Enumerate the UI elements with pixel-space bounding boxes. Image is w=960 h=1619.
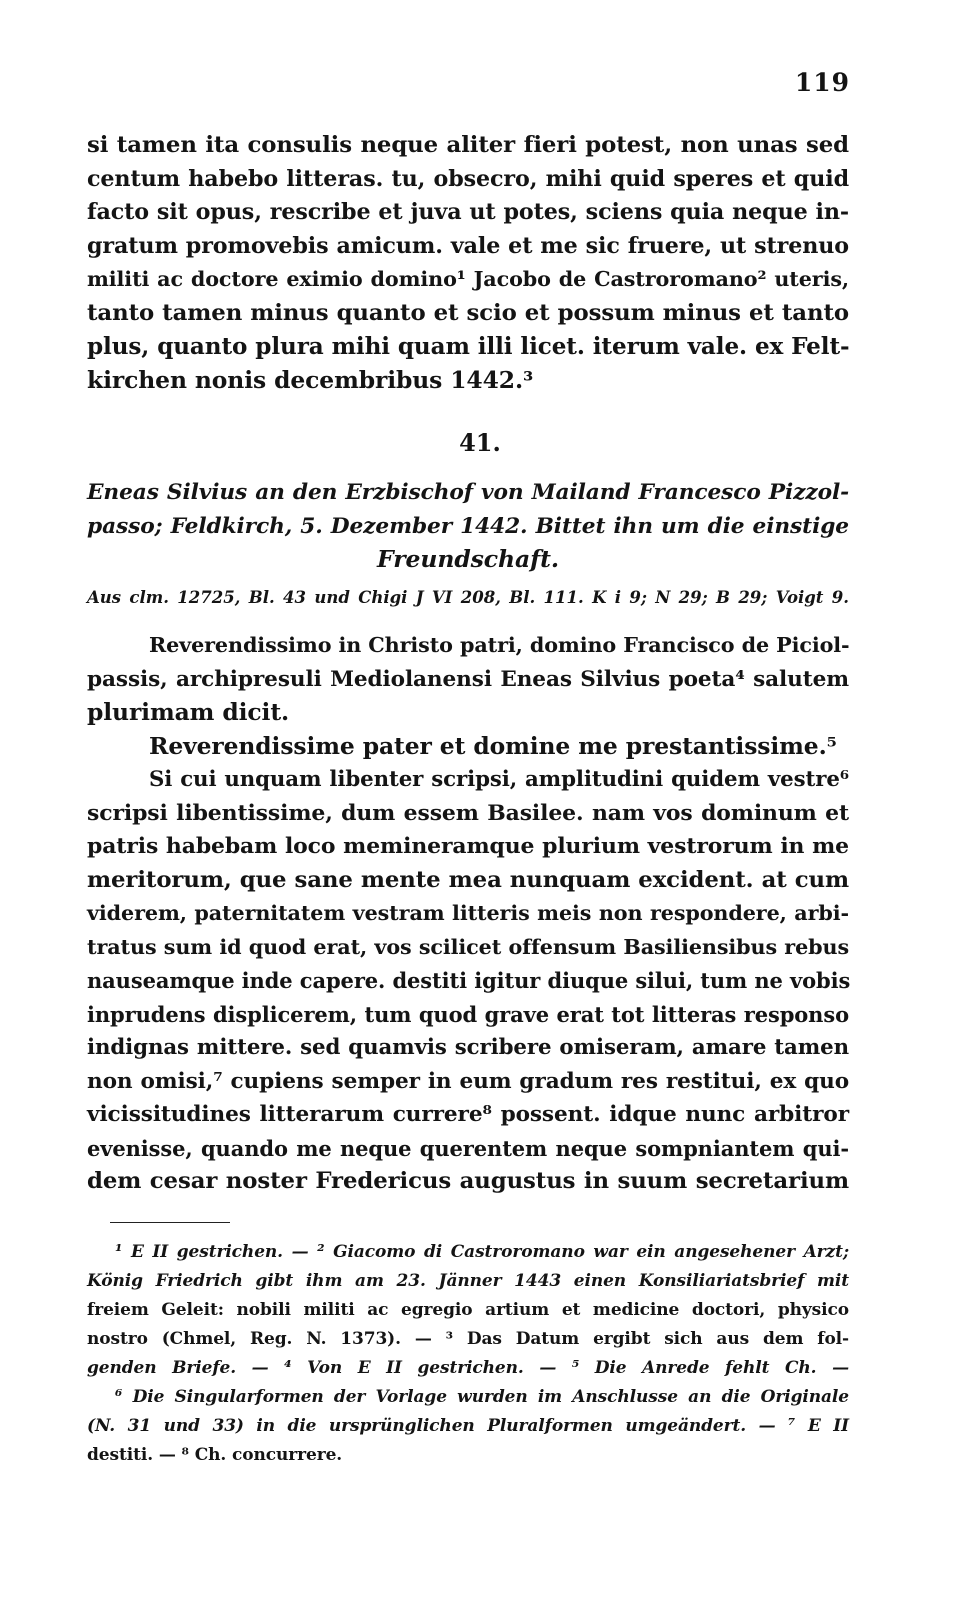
footnote-line: destiti. — ⁸ Ch. concurrere. <box>87 1445 343 1465</box>
body-line: patris habebam loco memineramque plurium vestrorum in me <box>87 833 849 859</box>
footnote-line: König Friedrich gibt ihm am 23. Jänner 1443 einen Konsiliariatsbrief mit <box>87 1271 849 1291</box>
salutation <box>87 629 849 763</box>
body-line: non omisi,⁷ cupiens semper in eum gradum res restitui, ex quo <box>87 1068 849 1094</box>
text-line: militi ac doctore eximio domino¹ Jacobo de Castroromano² uteris, <box>87 267 849 291</box>
footnotes <box>87 1238 849 1470</box>
title-line: Freundschaft. <box>377 545 559 573</box>
footnote-line: freiem Geleit: nobili militi ac egregio artium et medicine doctori, physico <box>87 1300 849 1320</box>
text-line: facto sit opus, rescribe et juva ut potes, sciens quia neque in- <box>87 199 849 225</box>
footnote-line: (N. 31 und 33) in die ursprünglichen Pluralformen umgeändert. — ⁷ E II <box>87 1416 849 1436</box>
letter-40-ending <box>87 129 849 397</box>
body-line: indignas mittere. sed quamvis scribere omiseram, amare tamen <box>87 1035 849 1060</box>
address-line: Reverendissime pater et domine me prestantissime.⁵ <box>149 731 837 760</box>
page-number: 119 <box>794 68 850 97</box>
footnote-line: ¹ E II gestrichen. — ² Giacomo di Castroromano war ein angesehener Arzt; <box>115 1242 849 1262</box>
footnote-separator <box>110 1222 230 1223</box>
letter-body <box>87 763 849 1199</box>
footnote-line: nostro (Chmel, Reg. N. 1373). — ³ Das Datum ergibt sich aus dem fol- <box>87 1329 849 1349</box>
footnote-line: ⁶ Die Singularformen der Vorlage wurden im Anschlusse an die Originale <box>115 1387 849 1407</box>
body-line: evenisse, quando me neque querentem neque sompniantem qui- <box>87 1135 849 1161</box>
body-line: viderem, paternitatem vestram litteris meis non respondere, arbi- <box>87 901 849 925</box>
footnote-line: genden Briefe. — ⁴ Von E II gestrichen. — ⁵ Die Anrede fehlt Ch. — <box>87 1358 849 1378</box>
letter-number: 41. <box>459 428 501 457</box>
title-line: passo; Feldkirch, 5. Dezember 1442. Bittet ihn um die einstige <box>87 513 849 539</box>
text-line: tanto tamen minus quanto et scio et possum minus et tanto <box>87 299 849 326</box>
salutation-line: plurimam dicit. <box>87 698 290 726</box>
salutation-line: passis, archipresuli Mediolanensi Eneas Silvius poeta⁴ salutem <box>87 666 849 692</box>
text-line: gratum promovebis amicum. vale et me sic fruere, ut strenuo <box>87 232 849 259</box>
letter-title <box>87 476 849 577</box>
body-line: nauseamque inde capere. destiti igitur diuque silui, tum ne vobis <box>87 968 851 993</box>
text-line: si tamen ita consulis neque aliter fieri potest, non unas sed <box>87 132 849 158</box>
text-line: plus, quanto plura mihi quam illi licet. iterum vale. ex Felt- <box>87 333 850 360</box>
body-line: vicissitudines litterarum currere⁸ possent. idque nunc arbitror <box>87 1102 849 1127</box>
source-line: Aus clm. 12725, Bl. 43 und Chigi J VI 208, Bl. 111. K i 9; N 29; B 29; Voigt 9. <box>87 588 849 607</box>
body-line: inprudens displicerem, tum quod grave erat tot litteras responso <box>87 1001 849 1027</box>
body-line: scripsi libentissime, dum essem Basilee. nam vos dominum et <box>87 799 849 826</box>
body-line: dem cesar noster Fredericus augustus in suum secretarium <box>87 1168 849 1194</box>
text-line: centum habebo litteras. tu, obsecro, mihi quid speres et quid <box>87 165 849 192</box>
salutation-line: Reverendissimo in Christo patri, domino Francisco de Piciol- <box>149 633 850 657</box>
title-line: Eneas Silvius an den Erzbischof von Mailand Francesco Pizzol- <box>87 480 849 505</box>
text-line: kirchen nonis decembribus 1442.³ <box>87 365 534 394</box>
body-line: meritorum, que sane mente mea nunquam excident. at cum <box>87 866 849 893</box>
body-line: Si cui unquam libenter scripsi, amplitudini quidem vestre⁶ <box>149 767 849 792</box>
body-line: tratus sum id quod erat, vos scilicet offensum Basiliensibus rebus <box>87 934 849 959</box>
